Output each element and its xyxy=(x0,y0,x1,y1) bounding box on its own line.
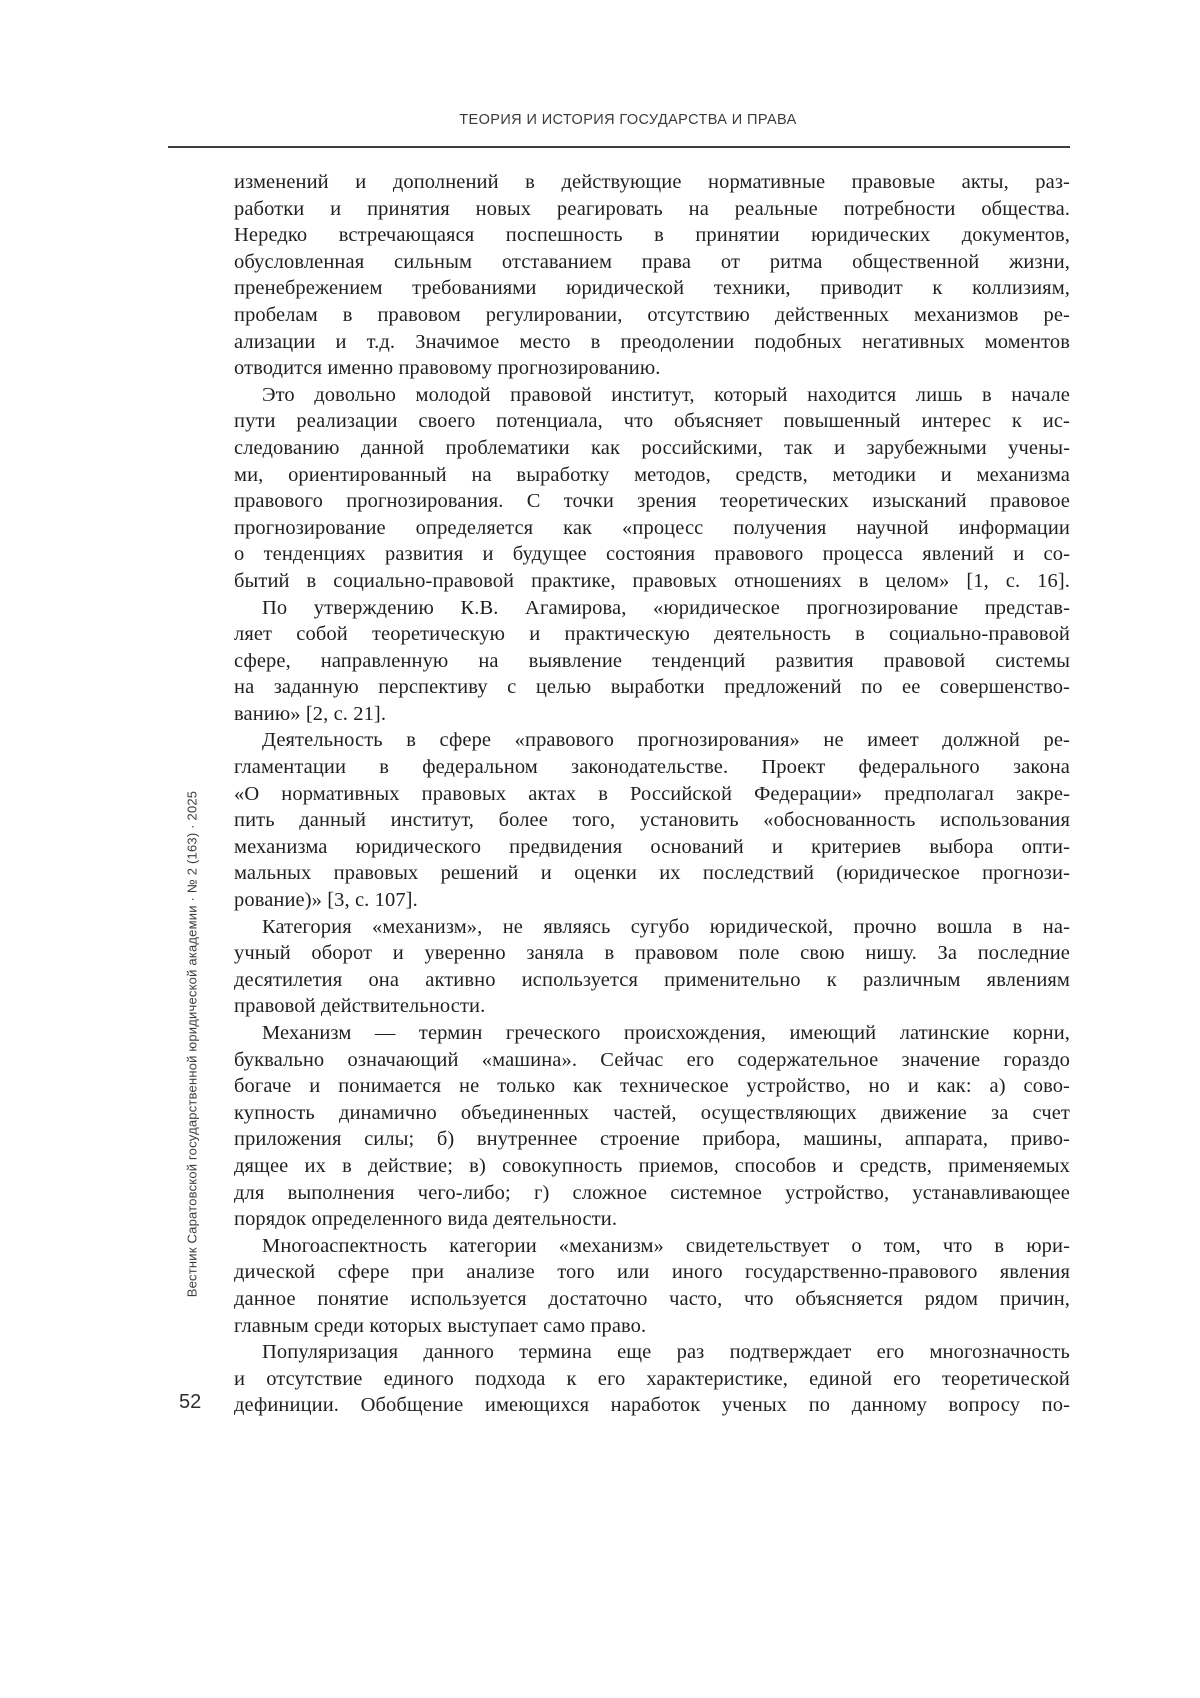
text-line: прогнозирование определяется как «процесс получения научной информации xyxy=(234,516,1070,539)
text-line: богаче и понимается не только как техническое устройство, но и как: а) сово- xyxy=(234,1075,1070,1098)
text-line: для выполнения чего-либо; г) сложное системное устройство, устанавливающее xyxy=(234,1181,1070,1204)
text-line: на заданную перспективу с целью выработки предложений по ее совершенство- xyxy=(234,676,1070,699)
text-line: пренебрежением требованиями юридической техники, приводит к коллизиям, xyxy=(234,277,1070,300)
text-line: бытий в социально-правовой практике, правовых отношениях в целом» [1, с. 16]. xyxy=(234,569,1070,592)
text-line: Нередко встречающаяся поспешность в принятии юридических документов, xyxy=(234,224,1070,247)
text-line: ализации и т.д. Значимое место в преодолении подобных негативных моментов xyxy=(234,330,1070,353)
text-line: Категория «механизм», не являясь сугубо юридической, прочно вошла в на- xyxy=(262,915,1070,938)
text-line: порядок определенного вида деятельности. xyxy=(234,1208,618,1231)
text-line: Деятельность в сфере «правового прогнозирования» не имеет должной ре- xyxy=(262,729,1070,752)
text-line: следованию данной проблематики как российскими, так и зарубежными учены- xyxy=(234,436,1070,459)
running-head: ТЕОРИЯ И ИСТОРИЯ ГОСУДАРСТВА И ПРАВА xyxy=(459,112,797,128)
text-line: приложения силы; б) внутреннее строение прибора, машины, аппарата, приво- xyxy=(234,1128,1070,1151)
text-line: По утверждению К.В. Агамирова, «юридическое прогнозирование представ- xyxy=(262,596,1070,619)
text-line: мальных правовых решений и оценки их последствий (юридическое прогнози- xyxy=(234,862,1070,885)
page-number: 52 xyxy=(179,1391,202,1413)
text-line: учный оборот и уверенно заняла в правовом поле свою нишу. За последние xyxy=(234,942,1070,965)
text-line: рование)» [3, с. 107]. xyxy=(234,889,418,912)
text-line: механизма юридического предвидения оснований и критериев выбора опти- xyxy=(234,835,1070,858)
text-line: пробелам в правовом регулировании, отсутствию действенных механизмов ре- xyxy=(234,303,1070,326)
text-line: гламентации в федеральном законодательстве. Проект федерального закона xyxy=(234,756,1070,779)
text-line: обусловленная сильным отставанием права от ритма общественной жизни, xyxy=(234,250,1070,273)
text-line: пути реализации своего потенциала, что объясняет повышенный интерес к ис- xyxy=(234,410,1070,433)
text-line: изменений и дополнений в действующие нормативные правовые акты, раз- xyxy=(234,171,1070,193)
text-line: о тенденциях развития и будущее состояния правового процесса явлений и со- xyxy=(234,543,1070,566)
text-line: и отсутствие единого подхода к его характеристике, единой его теоретической xyxy=(234,1367,1070,1390)
header-rule xyxy=(168,146,1070,148)
article-body xyxy=(234,169,1070,1419)
text-line: правового прогнозирования. С точки зрения теоретических изысканий правовое xyxy=(234,490,1070,513)
text-line: главным среди которых выступает само право. xyxy=(234,1314,647,1337)
text-line: отводится именно правовому прогнозированию. xyxy=(234,357,661,380)
text-line: Популяризация данного термина еще раз подтверждает его многозначность xyxy=(262,1341,1070,1364)
text-line: правовой действительности. xyxy=(234,995,486,1018)
text-line: «О нормативных правовых актах в Российской Федерации» предполагал закре- xyxy=(234,782,1070,805)
text-line: данное понятие используется достаточно часто, что объясняется рядом причин, xyxy=(234,1287,1070,1310)
text-line: Это довольно молодой правовой институт, который находится лишь в начале xyxy=(262,383,1070,406)
text-line: ми, ориентированный на выработку методов, средств, методики и механизма xyxy=(234,463,1070,486)
text-line: буквально означающий «машина». Сейчас его содержательное значение гораздо xyxy=(234,1048,1070,1071)
journal-info-vertical: Вестник Саратовской государственной юридической академии · № 2 (163) · 2025 xyxy=(184,790,200,1298)
text-line: дефиниции. Обобщение имеющихся наработок ученых по данному вопросу по- xyxy=(234,1394,1070,1417)
text-line: ванию» [2, с. 21]. xyxy=(234,702,387,725)
text-line: ляет собой теоретическую и практическую деятельность в социально-правовой xyxy=(234,623,1070,646)
text-line: дической сфере при анализе того или иного государственно-правового явления xyxy=(234,1261,1070,1284)
text-line: пить данный институт, более того, установить «обоснованность использования xyxy=(234,809,1070,832)
text-line: десятилетия она активно используется применительно к различным явлениям xyxy=(234,968,1070,991)
text-line: работки и принятия новых реагировать на реальные потребности общества. xyxy=(234,197,1070,220)
text-line: сфере, направленную на выявление тенденций развития правовой системы xyxy=(234,649,1070,672)
text-line: Механизм — термин греческого происхождения, имеющий латинские корни, xyxy=(262,1022,1070,1044)
text-line: дящее их в действие; в) совокупность приемов, способов и средств, применяемых xyxy=(234,1154,1070,1177)
text-line: купность динамично объединенных частей, осуществляющих движение за счет xyxy=(234,1101,1070,1124)
text-line: Многоаспектность категории «механизм» свидетельствует о том, что в юри- xyxy=(262,1234,1070,1257)
